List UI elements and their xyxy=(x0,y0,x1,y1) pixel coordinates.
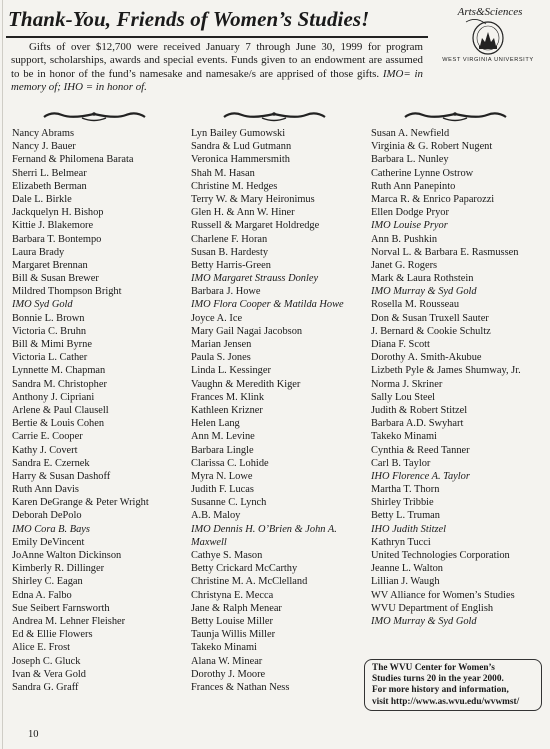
donor-entry: Sally Lou Steel xyxy=(371,391,436,403)
donor-entry: Dorothy J. Moore xyxy=(191,668,266,680)
donor-entry: Harry & Susan Dashoff xyxy=(12,470,111,482)
donor-entry: Barbara L. Nunley xyxy=(371,154,449,166)
donor-entry: Mildred Thompson Bright xyxy=(12,286,122,298)
donor-entry: Ellen Dodge Pryor xyxy=(371,207,449,219)
donor-entry: Frances & Nathan Ness xyxy=(191,681,290,693)
donor-entry: Victoria L. Cather xyxy=(12,352,88,364)
donor-column-2 xyxy=(191,127,344,694)
donor-entry: Jane & Ralph Menear xyxy=(191,602,282,614)
donor-entry: Glen H. & Ann W. Hiner xyxy=(191,207,295,219)
donor-entry: Kathy J. Covert xyxy=(12,444,78,456)
donor-entry: Elizabeth Berman xyxy=(12,180,87,192)
donor-entry: IMO Margaret Strauss Donley xyxy=(191,273,319,285)
donor-entry: Mary Gail Nagai Jacobson xyxy=(191,325,303,337)
donor-entry: Takeko Minami xyxy=(371,431,437,443)
donor-entry: Alice E. Frost xyxy=(12,642,71,654)
donor-entry: Sandra M. Christopher xyxy=(12,378,107,390)
anniversary-note-box xyxy=(364,659,542,711)
donor-entry: Joyce A. Ice xyxy=(191,312,243,324)
donor-entry: Barbara A.D. Swyhart xyxy=(371,418,464,430)
page-title: Thank-You, Friends of Women’s Studies! xyxy=(8,7,370,31)
donor-entry: Janet G. Rogers xyxy=(371,259,438,271)
donor-entry: Marca R. & Enrico Paparozzi xyxy=(371,193,495,205)
donor-entry: Don & Susan Truxell Sauter xyxy=(371,312,489,324)
note-line: Studies turns 20 in the year 2000. xyxy=(372,674,504,685)
donor-entry: Takeko Minami xyxy=(191,642,257,654)
donor-entry: Russell & Margaret Holdredge xyxy=(191,220,320,232)
donor-entry: Shirley C. Eagan xyxy=(12,576,83,588)
donor-entry: Paula S. Jones xyxy=(191,352,251,364)
donor-entry: Virginia & G. Robert Nugent xyxy=(371,141,493,153)
donor-entry: Ann M. Levine xyxy=(191,431,255,443)
donor-entry: Diana F. Scott xyxy=(371,339,430,350)
donor-entry: Edna A. Falbo xyxy=(12,589,72,601)
donor-entry: Veronica Hammersmith xyxy=(191,154,290,166)
donor-entry: Ed & Ellie Flowers xyxy=(12,629,93,641)
donor-entry: Sandra & Lud Gutmann xyxy=(191,141,292,153)
donor-entry: Susan A. Newfield xyxy=(371,128,450,139)
donor-entry: Cathye S. Mason xyxy=(191,550,263,561)
donor-entry: Dorothy A. Smith-Akubue xyxy=(371,352,482,364)
donor-entry: Susanne C. Lynch xyxy=(191,497,267,509)
page-edge-shadow xyxy=(2,0,3,749)
donor-entry: Sherri L. Belmear xyxy=(12,167,87,179)
donor-entry: Kimberly R. Dillinger xyxy=(12,563,105,575)
note-line: For more history and information, xyxy=(372,685,509,696)
donor-entry: Jeanne L. Walton xyxy=(371,563,443,575)
donor-entry: Bill & Susan Brewer xyxy=(12,273,99,285)
donor-entry: Kathleen Krizner xyxy=(191,404,263,416)
logo-script-text: Arts&Sciences xyxy=(457,6,523,18)
donor-entry: Nancy Abrams xyxy=(12,128,75,139)
donor-entry: Shirley Tribbie xyxy=(371,497,434,509)
donor-entry: IMO Syd Gold xyxy=(12,299,73,311)
donor-entry: United Technologies Corporation xyxy=(371,550,510,561)
college-logo xyxy=(432,2,544,68)
donor-entry: Mark & Laura Rothstein xyxy=(371,273,474,285)
donor-entry: Ivan & Vera Gold xyxy=(12,668,86,680)
donor-entry: Betty Louise Miller xyxy=(191,615,273,627)
donor-entry: Margaret Brennan xyxy=(12,259,88,271)
donor-entry: Laura Brady xyxy=(12,246,65,258)
intro-paragraph xyxy=(11,41,423,95)
note-line: The WVU Center for Women’s xyxy=(372,663,495,673)
donor-entry: Judith & Robert Stitzel xyxy=(371,404,468,416)
donor-entry: Arlene & Paul Clausell xyxy=(12,404,109,416)
donor-entry: Alana W. Minear xyxy=(191,655,263,667)
donor-entry: IMO Flora Cooper & Matilda Howe xyxy=(191,299,344,311)
donor-entry: Dale L. Birkle xyxy=(12,193,72,205)
donor-entry: IHO Judith Stitzel xyxy=(371,523,447,535)
donor-entry: Myra N. Lowe xyxy=(191,470,253,482)
donor-entry: WVU Department of English xyxy=(371,602,494,614)
scroll-ornament-left xyxy=(42,110,147,124)
donor-entry: Kathryn Tucci xyxy=(371,536,431,548)
donor-entry: IHO Florence A. Taylor xyxy=(371,470,470,482)
note-url: visit http://www.as.wvu.edu/wvwmst/ xyxy=(372,696,520,707)
donor-entry: J. Bernard & Cookie Schultz xyxy=(371,325,491,337)
intro-text: Gifts of over $12,700 were received January 7 through June 30, 1999 for program support, scholarships, awards and special events. Funds given to an endowment are assumed to be in honor of the fund’s namesake and namesake/s are apprised of those gifts. xyxy=(11,41,423,80)
donor-entry: A.B. Maloy xyxy=(191,510,241,522)
donor-entry: Rosella M. Rousseau xyxy=(371,299,460,311)
donor-entry: Terry W. & Mary Heironimus xyxy=(191,193,315,205)
donor-entry: Betty Harris-Green xyxy=(191,259,271,271)
donor-entry: Kittie J. Blakemore xyxy=(12,220,94,232)
donor-entry: Karen DeGrange & Peter Wright xyxy=(12,497,149,509)
donor-entry: Shah M. Hasan xyxy=(191,167,255,179)
university-seal-icon xyxy=(462,16,514,56)
donor-entry: Sandra E. Czernek xyxy=(12,457,90,469)
donor-entry: Charlene F. Horan xyxy=(191,233,268,245)
donor-entry: Bonnie L. Brown xyxy=(12,312,85,324)
donor-entry: Nancy J. Bauer xyxy=(12,141,76,153)
scroll-ornament-right xyxy=(403,110,508,124)
donor-entry: Bill & Mimi Byrne xyxy=(12,339,92,350)
donor-entry: Lizbeth Pyle & James Shumway, Jr. xyxy=(371,365,521,377)
donor-entry: Christine M. A. McClelland xyxy=(191,576,308,588)
donor-entry: Christine M. Hedges xyxy=(191,180,278,192)
donor-entry: Carl B. Taylor xyxy=(371,457,431,469)
donor-entry: IMO Dennis H. O’Brien & John A. xyxy=(191,523,337,535)
donor-entry: IMO Cora B. Bays xyxy=(12,523,90,535)
donor-entry: Barbara T. Bontempo xyxy=(12,233,102,245)
donor-entry: Barbara Lingle xyxy=(191,444,254,456)
donor-column-1 xyxy=(12,127,149,694)
donor-entry: Lillian J. Waugh xyxy=(371,576,440,588)
donor-entry: Sandra G. Graff xyxy=(12,681,79,693)
donor-entry: Bertie & Louis Cohen xyxy=(12,418,105,430)
donor-entry: Ruth Ann Panepinto xyxy=(371,180,456,192)
donor-entry: Taunja Willis Miller xyxy=(191,629,276,641)
donor-entry: Linda L. Kessinger xyxy=(191,365,271,377)
donor-entry: Marian Jensen xyxy=(191,339,252,350)
donor-entry: Jackquelyn H. Bishop xyxy=(12,207,104,219)
donor-entry: Frances M. Klink xyxy=(191,391,265,403)
donor-entry: Ruth Ann Davis xyxy=(12,484,79,496)
donor-entry: Victoria C. Bruhn xyxy=(12,325,87,337)
donor-entry: Anthony J. Cipriani xyxy=(12,391,95,403)
donor-entry: Sue Seibert Farnsworth xyxy=(12,602,110,614)
donor-column-3 xyxy=(371,127,521,628)
donor-entry: WV Alliance for Women’s Studies xyxy=(371,589,515,601)
donor-entry: Lyn Bailey Gumowski xyxy=(191,128,286,139)
donor-entry: Barbara J. Howe xyxy=(191,286,261,298)
donor-entry: Vaughn & Meredith Kiger xyxy=(191,378,301,390)
donor-entry: Carrie E. Cooper xyxy=(12,431,83,443)
donor-entry: Martha T. Thorn xyxy=(371,484,440,496)
donor-entry: Lynnette M. Chapman xyxy=(12,365,106,377)
donor-entry: Betty Crickard McCarthy xyxy=(191,563,298,575)
donor-entry: Judith F. Lucas xyxy=(191,484,254,496)
donor-entry: Andrea M. Lehner Fleisher xyxy=(12,615,126,627)
donor-entry: Clarissa C. Lohide xyxy=(191,457,269,469)
donor-entry: JoAnne Walton Dickinson xyxy=(12,550,122,561)
donor-entry: Betty L. Truman xyxy=(371,510,440,522)
donor-entry: Christyna E. Mecca xyxy=(191,589,274,601)
donor-entry: IMO Louise Pryor xyxy=(371,220,448,232)
donor-entry: Ann B. Pushkin xyxy=(371,233,438,245)
donor-entry: Helen Lang xyxy=(191,418,240,430)
logo-university-name: WEST VIRGINIA UNIVERSITY xyxy=(442,57,534,63)
donor-entry: Emily DeVincent xyxy=(12,536,85,548)
donor-entry: Deborah DePolo xyxy=(12,510,82,522)
donor-entry: Norma J. Skriner xyxy=(371,378,443,390)
donor-entry: IMO Murray & Syd Gold xyxy=(371,615,477,627)
donor-entry: Susan B. Hardesty xyxy=(191,246,269,258)
donor-entry: Cynthia & Reed Tanner xyxy=(371,444,470,456)
donor-entry: Joseph C. Gluck xyxy=(12,655,81,667)
donor-entry: Fernand & Philomena Barata xyxy=(12,154,134,166)
donor-entry: Maxwell xyxy=(191,536,227,548)
scroll-ornament-center xyxy=(222,110,327,124)
page-number: 10 xyxy=(28,729,39,740)
donor-entry: Catherine Lynne Ostrow xyxy=(371,167,474,179)
donor-entry: Norval L. & Barbara E. Rasmussen xyxy=(371,246,519,258)
intro-abbreviations: IMO= in memory of; IHO = in honor of. xyxy=(11,67,424,94)
donor-entry: IMO Murray & Syd Gold xyxy=(371,286,477,298)
